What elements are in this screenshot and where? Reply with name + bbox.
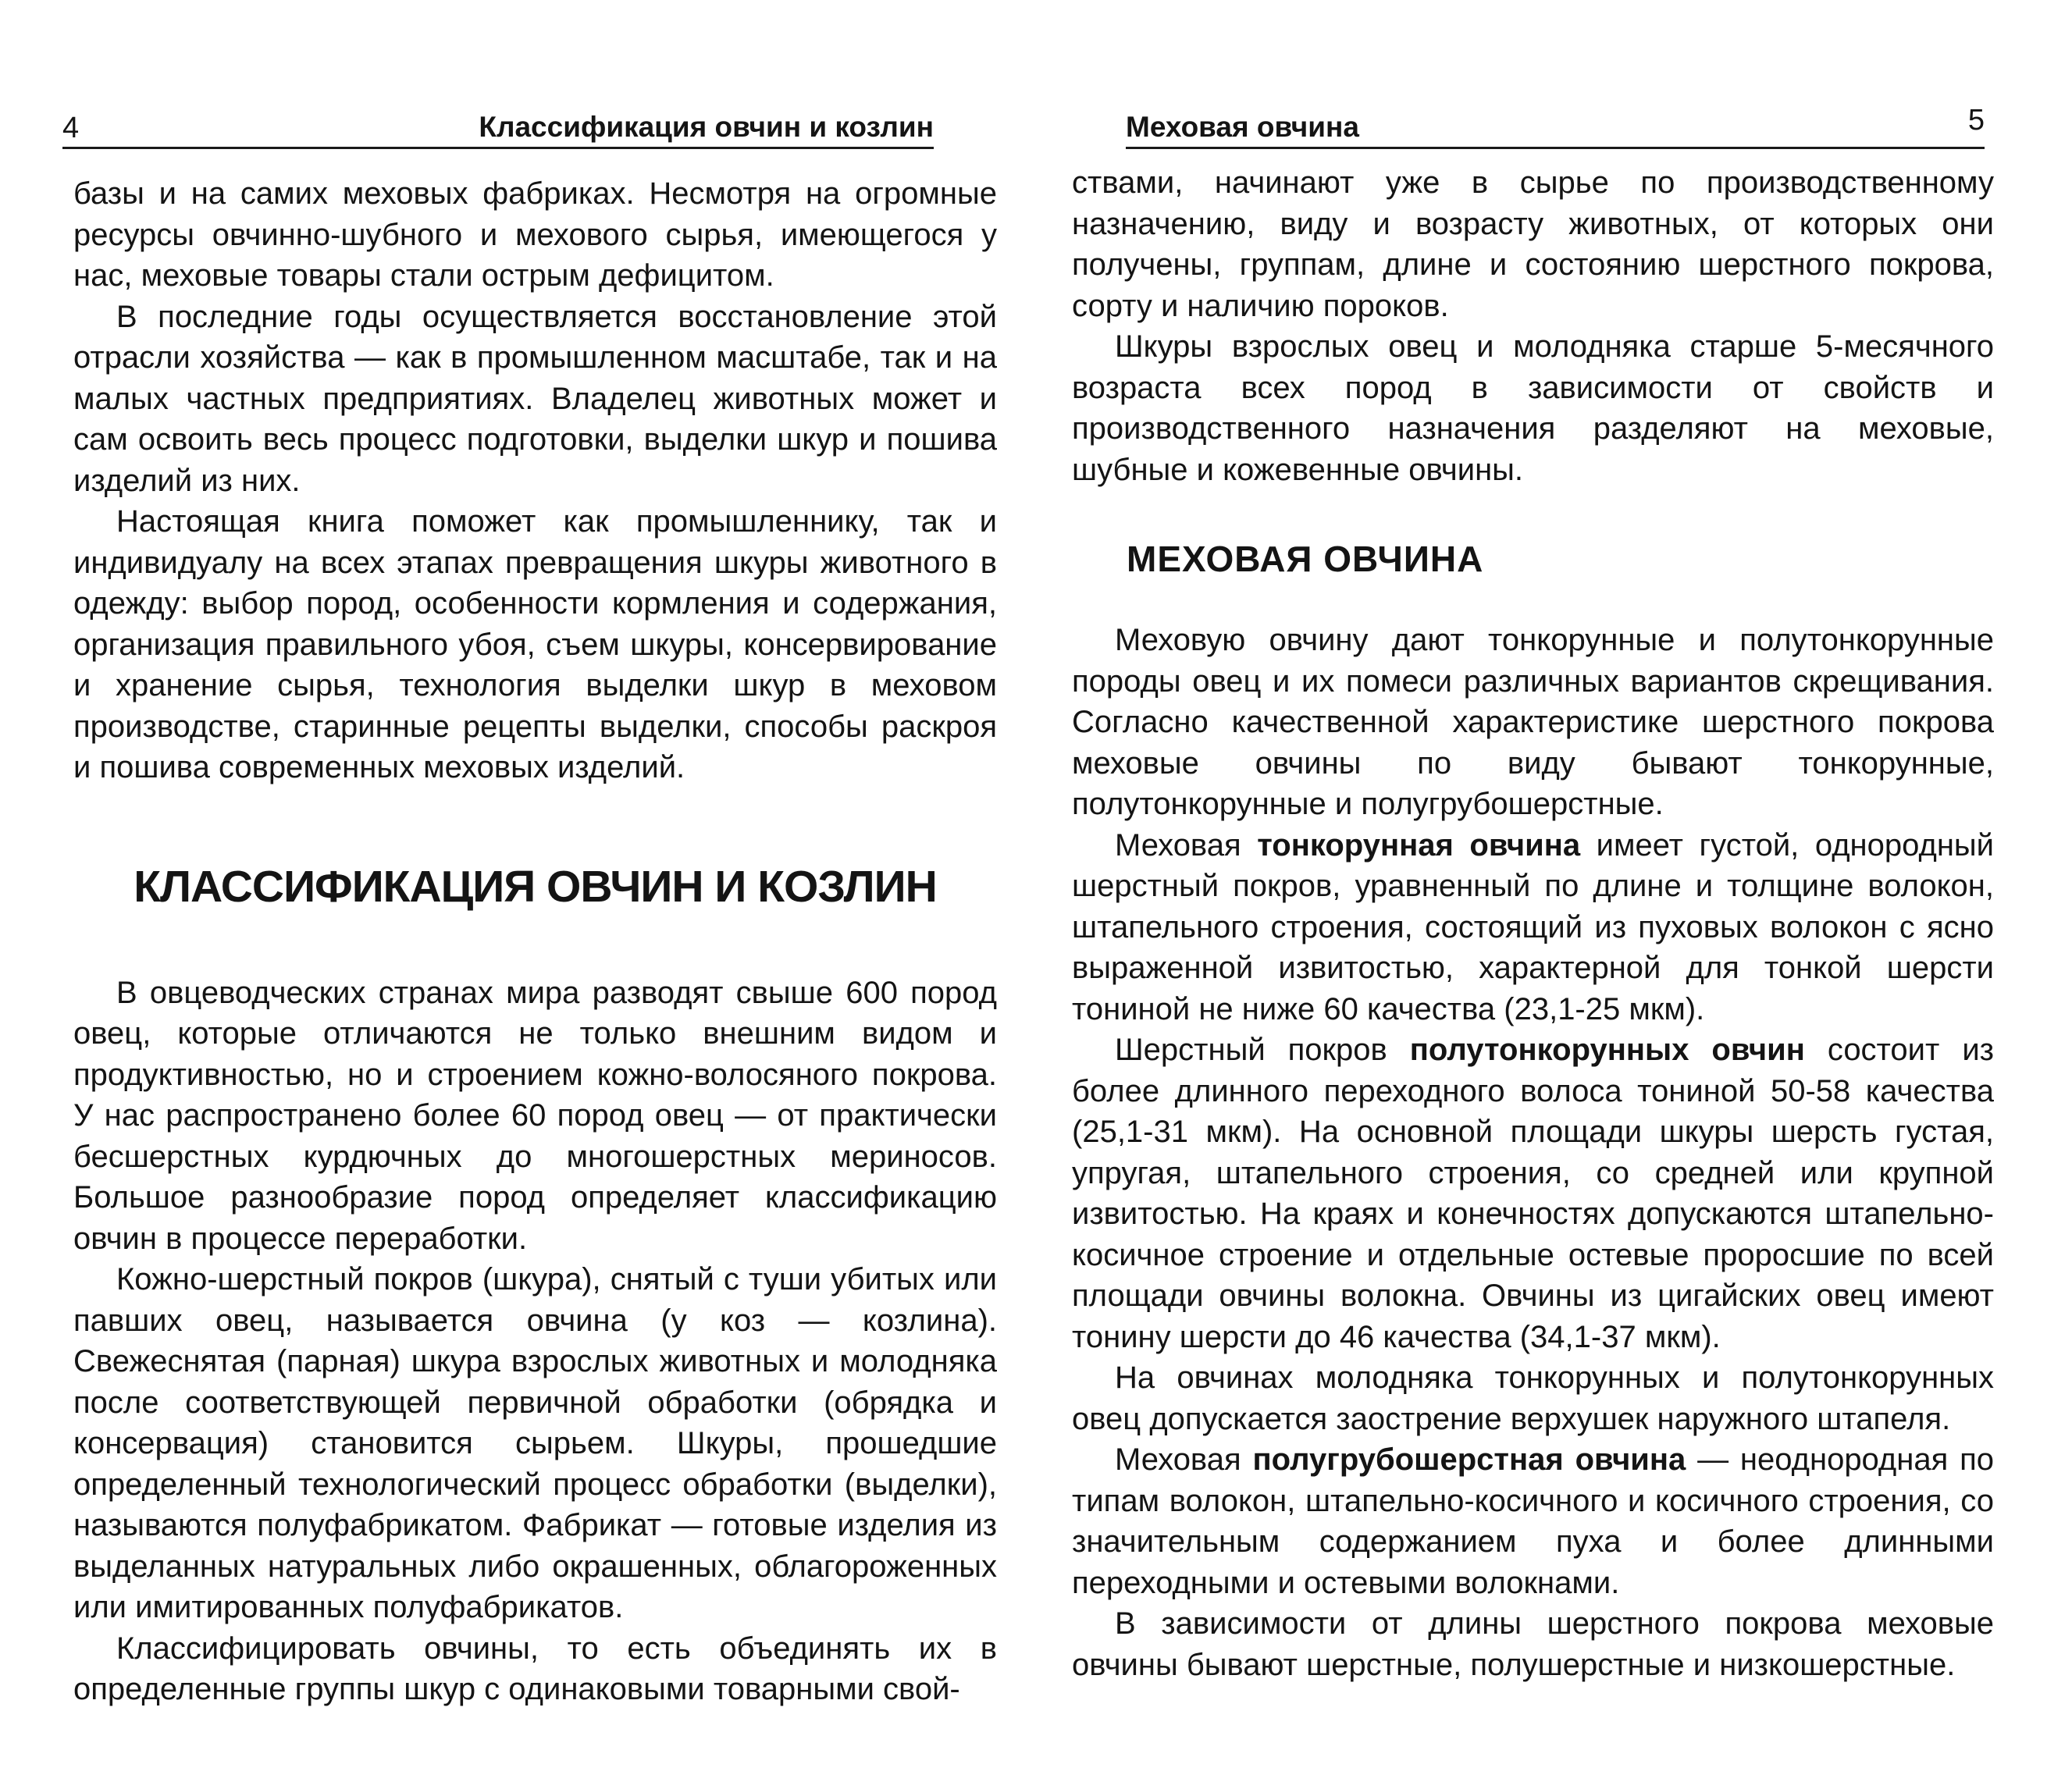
text-run: — неоднородная по типам волокон, штапельно-косичного и косичного строения, со значительным содержанием пуха и более длинными переходными и остевыми волокнами. (1072, 1442, 1994, 1600)
right-paragraph: На овчинах молодняка тонкорунных и полутонкорунных овец допускается заострение верхушек наружного штапеля. (1072, 1361, 1994, 1436)
text-run: Меховая (1115, 827, 1258, 863)
right-paragraph: Меховую овчину дают тонкорунные и полутонкорунные породы овец и их помеси различных вариантов скрещивания. Согласно качественной характеристике шерстного покрова меховые овчины по виду бывают тонкорунные, полутонкорунные и полугрубошерстные. (1072, 623, 1994, 821)
right-paragraph (1072, 1030, 1994, 1357)
left-paragraph: В последние годы осуществляется восстановление этой отрасли хозяйства — как в промышленном масштабе, так и на малых частных предприятиях. Владелец животных может и сам освоить весь процесс подготовки, выделки шкур и пошива изделий из них. (73, 299, 997, 498)
right-paragraph: Шкуры взрослых овец и молодняка старше 5-месячного возраста всех пород в зависимости от свойств и производственного назначения разделяют на меховые, шубные и кожевенные овчины. (1072, 329, 1994, 487)
right-running-head (1126, 100, 1985, 149)
bold-term: полугрубошерстная овчина (1252, 1442, 1686, 1477)
left-paragraph: Настоящая книга поможет как промышленнику, так и индивидуалу на всех этапах превращения шкуры животного в одежду: выбор пород, особенности кормления и содержания, организация правильного убоя, съем шкуры, консервирование и хранение сырья, технология выделки шкур в меховом производстве, старинные рецепты выделки, способы раскроя и пошива современных меховых изделий. (73, 504, 997, 784)
text-run: Шерстный покров (1115, 1033, 1410, 1067)
left-page-number: 4 (62, 112, 80, 144)
right-paragraph: ствами, начинают уже в сырье по производственному назначению, виду и возрасту животных, от которых они получены, группам, длине и состоянию шерстного покрова, сорту и наличию пороков. (1072, 165, 1994, 323)
section-heading-classification: КЛАССИФИКАЦИЯ ОВЧИН И КОЗЛИН (134, 861, 937, 912)
section-heading-fur-sheepskin: МЕХОВАЯ ОВЧИНА (1127, 539, 1484, 579)
left-paragraph: Кожно-шерстный покров (шкура), снятый с туши убитых или павших овец, называется овчина (у коз — козлина). Свежеснятая (парная) шкура взрослых животных и молодняка после соответствующей первичной обработки (обрядка и консервация) становится сырьем. Шкуры, прошедшие определенный технологический процесс обработки (выделки), называются полуфабрикатом. Фабрикат — готовые изделия из выделанных натуральных либо окрашенных, облагороженных или имитированных полуфабрикатов. (73, 1262, 997, 1624)
bold-term: тонкорунная овчина (1257, 827, 1581, 863)
right-paragraph: В зависимости от длины шерстного покрова меховые овчины бывают шерстные, полушерстные и низкошерстные. (1072, 1606, 1994, 1682)
right-paragraph (1072, 1439, 1994, 1603)
left-paragraph: Классифицировать овчины, то есть объединять их в определенные группы шкур с одинаковыми товарными свой- (73, 1631, 997, 1706)
left-paragraph: базы и на самих меховых фабриках. Несмотря на огромные ресурсы овчинно-шубного и мехового сырья, имеющегося у нас, меховые товары стали острым дефицитом. (73, 176, 997, 293)
right-running-title: Меховая овчина (1126, 111, 1359, 143)
left-running-title: Классификация овчин и козлин (479, 111, 934, 143)
bold-term: полутонкорунных овчин (1409, 1033, 1805, 1067)
left-text-column (73, 173, 997, 1710)
text-run: состоит из более длинного переходного волоса тониной 50-58 качества (25,1-31 мкм). На основной площади шкуры шерсть густая, упругая, штапельного строения, со средней или крупной извитостью. На краях и конечностях допускаются штапельно-косичное строение и отдельные остевые проросшие по всей площади овчины волокна. Овчины из цигайских овец имеют тонину шерсти до 46 качества (34,1-37 мкм). (1072, 1033, 1995, 1354)
text-run: имеет густой, однородный шерстный покров, уравненный по длине и толщине волокон, штапельного строения, состоящий из пуховых волокон с ясно выраженной извитостью, характерной для тонкой шерсти тониной не ниже 60 качества (23,1-25 мкм). (1072, 827, 1994, 1026)
right-text-column (1072, 162, 1994, 1685)
left-paragraph: В овцеводческих странах мира разводят свыше 600 пород овец, которые отличаются не только внешним видом и продуктивностью, но и строением кожно-волосяного покрова. У нас распространено более 60 пород овец — от практически бесшерстных курдючных до многошерстных мериносов. Большое разнообразие пород определяет классификацию овчин в процессе переработки. (73, 975, 997, 1256)
text-run: Меховая (1115, 1442, 1253, 1477)
left-running-head (62, 100, 934, 149)
right-page-number: 5 (1967, 104, 1985, 137)
right-page (1036, 0, 2072, 1782)
right-paragraph (1072, 825, 1994, 1030)
